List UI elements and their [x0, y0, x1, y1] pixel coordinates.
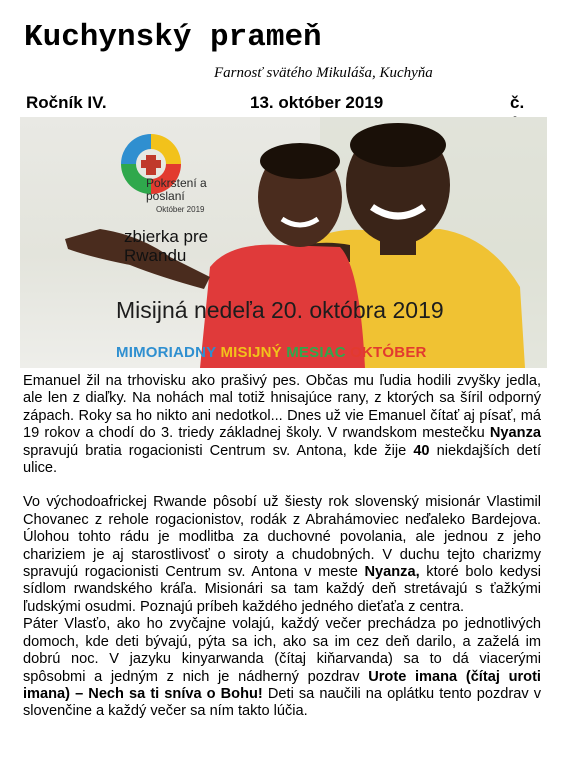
bold-text: Nyanza [489, 425, 541, 442]
collection-line2: Rwandu [124, 246, 187, 265]
text: Vo východoafrickej Rwande pôsobí už šiesty rok slovenský misionár Vlastimil Chovanec z rehole rogacionistov, rodák z Abrahámoviec neďaleko Bardejova. Úlohou tohto rádu je modlitba za duchovné povolania, ale jednou z jeho chariziem je aj starostlivosť o siroty a chudobných. V duchu tejto charizmy spravujú rogacionisti Centrum sv. Antona v meste [23, 494, 541, 581]
parish-name: Farnosť svätého Mikuláša, Kuchyňa [214, 65, 433, 81]
logo-title: Pokrstení a poslaní [146, 176, 207, 203]
paragraph-1 [23, 373, 541, 477]
article-body [23, 373, 541, 721]
text: Páter Vlasťo, ako ho zvyčajne volajú, každý večer prechádza po jednotlivých domoch, kde deti bývajú, pýta sa ich, ako sa im cez deň darilo, a zaželá im dobrú noc. V jazyku kinyarwanda (čítaj kiňarvanda) sa to dá viacerými spôsobmi a jedným z nich je nádherný pozdrav [23, 616, 541, 685]
paragraph-2 [23, 494, 541, 616]
bold-text: Nyanza, [364, 564, 420, 581]
text: Emanuel žil na trhovisku ako prašivý pes. Občas mu ľudia hodili zvyšky jedla, ale len z diaľky. Na nohách mal totiž hnisajúce rany, z ktorých sa šíril odporný zápach. Roky sa ho nikto ani nedotkol... Dnes už vie Emanuel čítať aj písať, má 19 rokov a chodí do 3. triedy základnej školy. V rwandskom mestečku [23, 373, 541, 442]
text: ktoré bolo kedysi sídlom rwandského kráľa. Misionári sa tam každý deň stretávajú s ťažkými ľudskými osudmi. Poznajú príbeh každého jedného dieťaťa z centra. [23, 564, 541, 615]
paragraph-3 [23, 616, 541, 720]
issue-number: č. [510, 93, 525, 112]
month-word-2: MISIJNÝ [220, 344, 282, 361]
mission-sunday-heading: Misijná nedeľa 20. októbra 2019 [116, 297, 444, 323]
month-word-1: MIMORIADNY [116, 344, 217, 361]
month-word-4: OKTÓBER [350, 344, 427, 361]
bold-text: 40 [413, 442, 430, 459]
banner-photo [20, 117, 547, 368]
volume-label: Ročník IV. [26, 93, 107, 112]
issue-bar [26, 93, 538, 115]
logo-month: Október 2019 [156, 205, 205, 214]
text: Deti sa naučili na oplátku tento pozdrav v slovenčine a každý večer sa ním takto lúčia. [23, 685, 541, 720]
collection-line1: zbierka pre [124, 227, 209, 246]
newsletter-title: Kuchynský prameň [24, 20, 322, 55]
text: spravujú bratia rogacionisti Centrum sv. Antona, kde žije [23, 442, 414, 459]
text: niekdajších detí ulice. [23, 442, 541, 477]
bold-text: Urote imana (čítaj uroti imana) – Nech sa ti sníva o Bohu! [23, 668, 541, 702]
mission-banner [20, 117, 547, 368]
month-word-3: MESIAC [286, 344, 346, 361]
issue-date: 13. október 2019 [250, 93, 384, 112]
mission-month-line [116, 344, 427, 361]
